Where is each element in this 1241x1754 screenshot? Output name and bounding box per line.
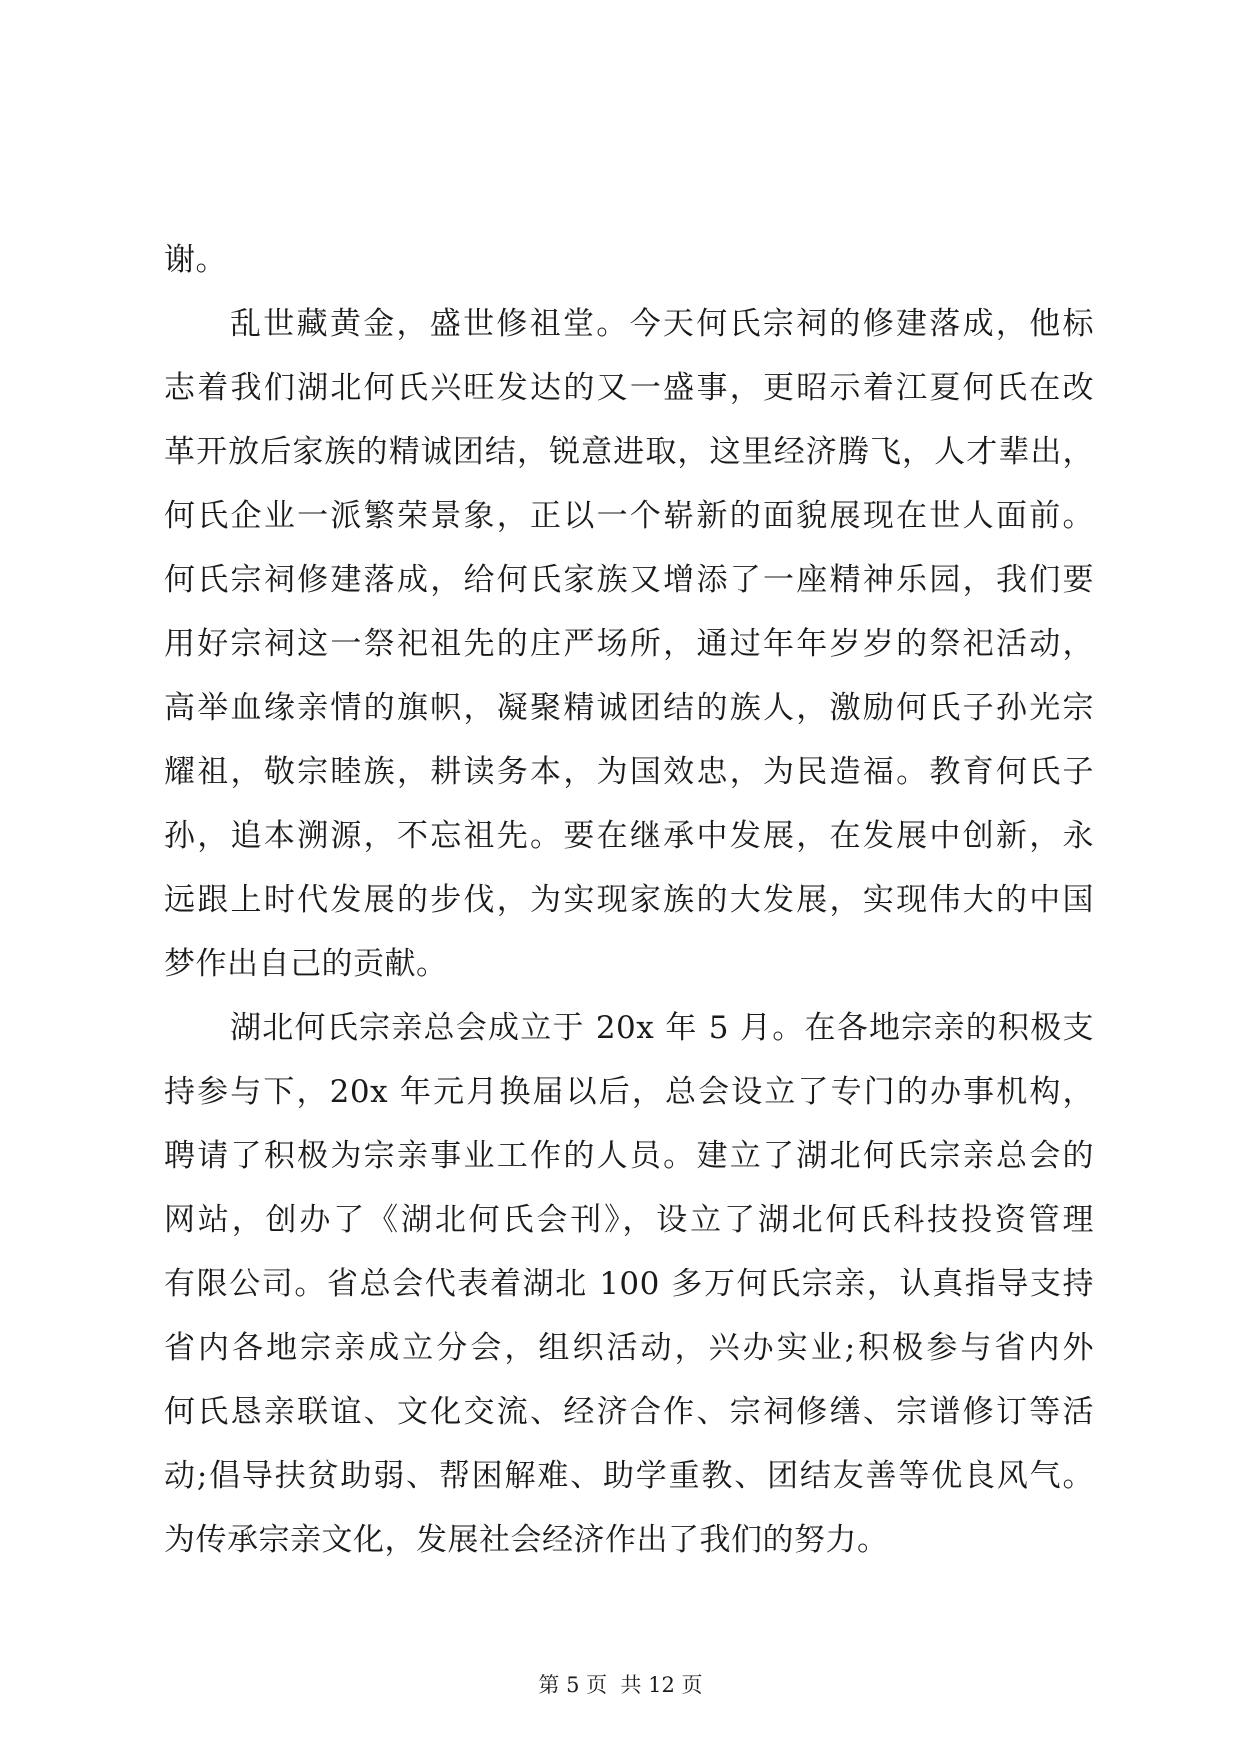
text-line: 何氏企业一派繁荣景象，正以一个崭新的面貌展现在世人面前。: [164, 498, 1094, 534]
text-line: 有限公司。省总会代表着湖北 100 多万何氏宗亲，认真指导支持: [164, 1266, 1094, 1302]
text-line: 耀祖，敬宗睦族，耕读务本，为国效忠，为民造福。教育何氏子: [164, 754, 1094, 790]
body-text: [164, 228, 1094, 1572]
page-number-footer: 第 5 页 共 12 页: [538, 1673, 703, 1697]
text-line: 革开放后家族的精诚团结，锐意进取，这里经济腾飞，人才辈出，: [164, 434, 1094, 470]
text-line: 志着我们湖北何氏兴旺发达的又一盛事，更昭示着江夏何氏在改: [164, 370, 1094, 406]
text-line: 高举血缘亲情的旗帜，凝聚精诚团结的族人，激励何氏子孙光宗: [164, 690, 1094, 726]
text-line: 网站，创办了《湖北何氏会刊》，设立了湖北何氏科技投资管理: [164, 1202, 1094, 1238]
text-line: 动;倡导扶贫助弱、帮困解难、助学重教、团结友善等优良风气。: [164, 1458, 1094, 1494]
text-line: 省内各地宗亲成立分会，组织活动，兴办实业;积极参与省内外: [164, 1330, 1094, 1366]
text-line: 孙，追本溯源，不忘祖先。要在继承中发展，在发展中创新，永: [164, 818, 1094, 854]
text-line: 何氏宗祠修建落成，给何氏家族又增添了一座精神乐园，我们要: [164, 562, 1094, 598]
text-line: 远跟上时代发展的步伐，为实现家族的大发展，实现伟大的中国: [164, 882, 1094, 918]
text-line: 谢。: [164, 242, 227, 278]
text-line: 何氏恳亲联谊、文化交流、经济合作、宗祠修缮、宗谱修订等活: [164, 1394, 1094, 1430]
text-line: 持参与下，20x 年元月换届以后，总会设立了专门的办事机构，: [164, 1074, 1094, 1110]
text-line: 聘请了积极为宗亲事业工作的人员。建立了湖北何氏宗亲总会的: [164, 1138, 1094, 1174]
text-line: 梦作出自己的贡献。: [164, 946, 448, 982]
text-line: 为传承宗亲文化，发展社会经济作出了我们的努力。: [164, 1522, 889, 1558]
text-line: 用好宗祠这一祭祀祖先的庄严场所，通过年年岁岁的祭祀活动，: [164, 626, 1094, 662]
text-line: 乱世藏黄金，盛世修祖堂。今天何氏宗祠的修建落成，他标: [230, 306, 1094, 342]
text-line: 湖北何氏宗亲总会成立于 20x 年 5 月。在各地宗亲的积极支: [230, 1010, 1094, 1046]
